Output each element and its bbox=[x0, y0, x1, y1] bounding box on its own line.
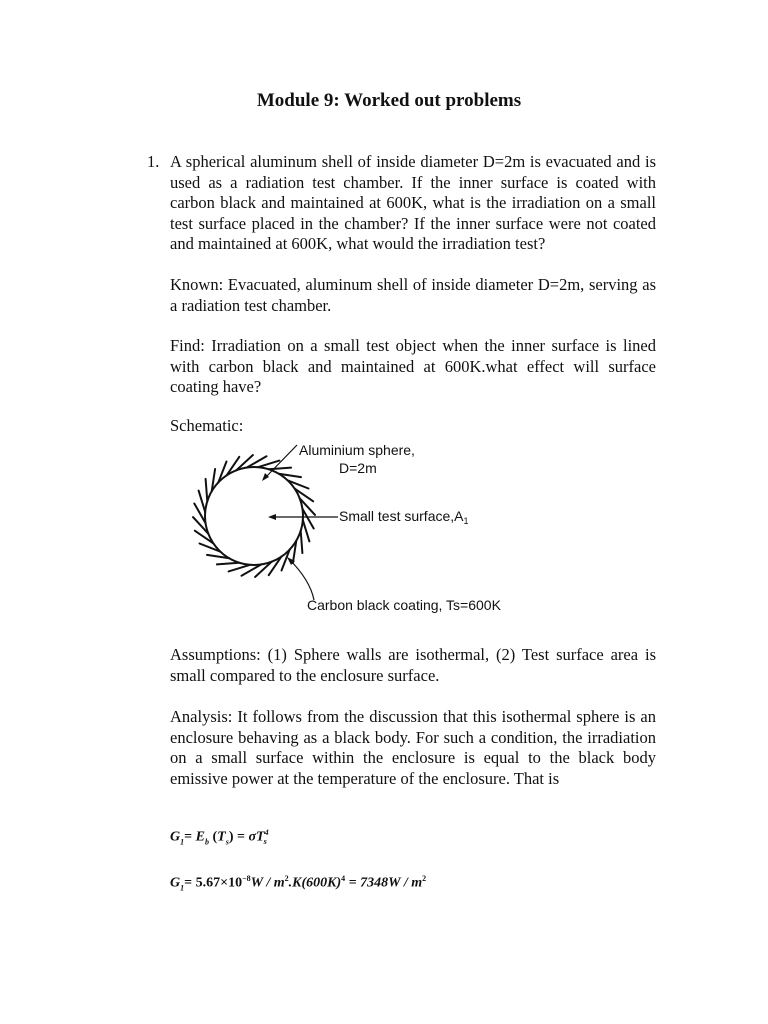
sphere-label-line2: D=2m bbox=[339, 460, 377, 476]
test-surface-label bbox=[339, 508, 469, 526]
eq2-units2-sup: 4 bbox=[341, 874, 346, 883]
eq2-exponent: −8 bbox=[242, 874, 251, 883]
page-title: Module 9: Worked out problems bbox=[256, 90, 522, 111]
eq1-paren-open: ( bbox=[208, 829, 218, 845]
carbon-black-hatching bbox=[193, 455, 315, 577]
eq2-units1: W / m bbox=[250, 875, 285, 891]
hatch-tick bbox=[199, 491, 206, 512]
problem-number: 1. bbox=[147, 152, 160, 171]
hatch-tick bbox=[303, 520, 310, 542]
eq2-ten: 10 bbox=[228, 875, 243, 891]
eq1-t2: T bbox=[256, 829, 265, 845]
eq1-g: G bbox=[170, 829, 181, 845]
eq1-equals: = bbox=[184, 829, 196, 845]
aluminium-sphere-circle bbox=[205, 467, 303, 565]
test-surface-label-subscript: 1 bbox=[463, 516, 469, 526]
sphere-schematic-diagram bbox=[170, 435, 570, 620]
known-paragraph: Known: Evacuated, aluminum shell of inside diameter D=2m, serving as a radiation test chamber. bbox=[170, 275, 656, 315]
equation-irradiation-definition bbox=[170, 828, 267, 846]
eq1-t2-sub: s bbox=[263, 837, 267, 847]
eq2-result-sup: 2 bbox=[422, 874, 427, 883]
eq2-g: G bbox=[170, 875, 181, 891]
sphere-label-line1: Aluminium sphere, bbox=[299, 442, 415, 458]
eq2-g-sub: 1 bbox=[180, 883, 185, 893]
eq2-units2: .K(600K) bbox=[288, 875, 342, 891]
coating-leader-line bbox=[289, 559, 314, 600]
hatch-tick bbox=[301, 531, 303, 553]
coating-label: Carbon black coating, Ts=600K bbox=[307, 597, 501, 613]
eq2-coefficient: = 5.67 bbox=[184, 875, 221, 891]
hatch-tick bbox=[206, 479, 208, 501]
eq1-e: E bbox=[195, 829, 205, 845]
eq2-times: × bbox=[220, 875, 229, 891]
eq1-sigma: σ bbox=[248, 829, 256, 845]
hatch-tick bbox=[217, 563, 239, 565]
find-paragraph: Find: Irradiation on a small test object when the inner surface is lined with carbon black and maintained at 600K.what effect will surface coating have? bbox=[170, 336, 656, 397]
eq1-t-sub: s bbox=[225, 837, 229, 847]
eq1-paren-close: ) = bbox=[228, 829, 249, 845]
eq1-t2-sup: 4 bbox=[264, 828, 269, 837]
problem-statement: A spherical aluminum shell of inside diameter D=2m is evacuated and is used as a radiation test chamber. If the inner surface is coated with carbon black and maintained at 600K, what is the irradiation on a small test surface placed in the chamber? If the inner surface were not coated and maintained at 600K, what would the irradiation test? bbox=[170, 152, 656, 254]
eq2-result: = 7348W / m bbox=[345, 875, 423, 891]
equation-irradiation-value bbox=[170, 874, 426, 892]
eq1-g-sub: 1 bbox=[180, 837, 185, 847]
analysis-paragraph: Analysis: It follows from the discussion that this isothermal sphere is an enclosure behaving as a black body. For such a condition, the irradiation on a small surface within the enclosure is equal to the black body emissive power at the temperature of the enclosure. That is bbox=[170, 707, 656, 788]
eq2-units1-sup: 2 bbox=[284, 874, 289, 883]
assumptions-paragraph: Assumptions: (1) Sphere walls are isothermal, (2) Test surface area is small compared to the enclosure surface. bbox=[170, 645, 656, 685]
hatch-tick bbox=[229, 565, 251, 572]
eq1-t: T bbox=[217, 829, 226, 845]
hatch-tick bbox=[269, 468, 291, 470]
test-surface-label-text: Small test surface,A bbox=[339, 508, 464, 524]
schematic-label: Schematic: bbox=[170, 416, 244, 435]
eq1-e-sub: b bbox=[204, 837, 209, 847]
test-surface-arrowhead bbox=[268, 514, 276, 520]
